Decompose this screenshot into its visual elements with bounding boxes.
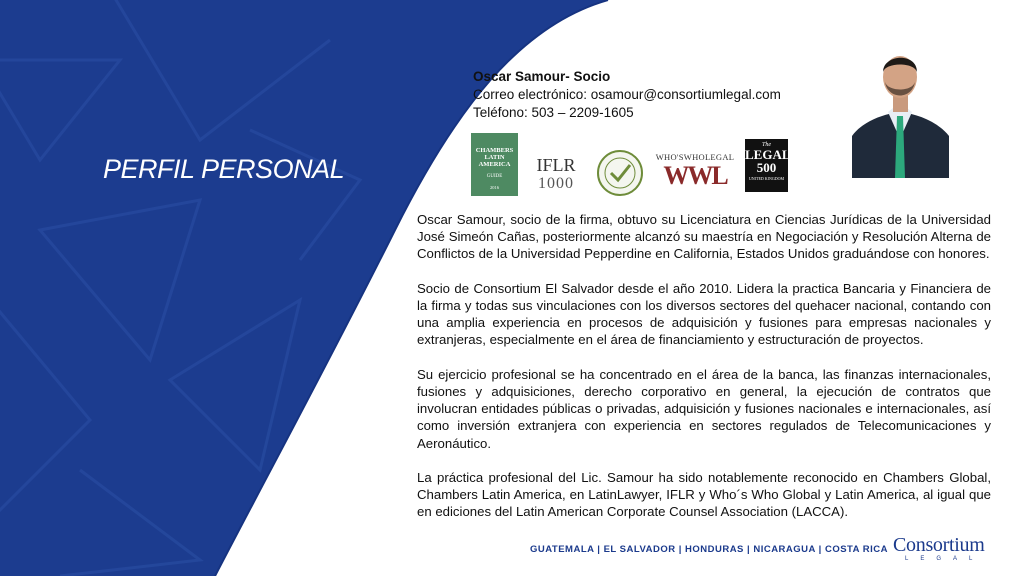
lacca-approved-logo (596, 149, 644, 197)
chambers-latin-america-logo: CHAMBERS LATIN AMERICA GUIDE 2016 (471, 133, 518, 196)
phone-line: Teléfono: 503 – 2209-1605 (473, 105, 634, 120)
profile-photo (852, 44, 949, 178)
bio-paragraph: La práctica profesional del Lic. Samour ha sido notablemente reconocido en Chambers Global, Chambers Latin America, en LatinLawyer, IFLR y Who´s Who Global y Latin America, al igual que en ediciones del Latin American Corporate Counsel Association (LACCA). (417, 470, 991, 520)
iflr-1000-logo: IFLR 1000 (536, 155, 576, 192)
bio-paragraph: Oscar Samour, socio de la firma, obtuvo su Licenciatura en Ciencias Jurídicas de la Universidad José Simeón Cañas, posteriormente alcanzó su maestría en Negociación y Resolución Alterna de Conflictos de la Universidad Pepperdine en California, Estados Unidos graduándose con honores. (417, 212, 991, 262)
page-title: PERFIL PERSONAL (103, 154, 345, 184)
bio-paragraph: Su ejercicio profesional se ha concentrado en el área de la banca, las finanzas internacionales, fusiones y adquisiciones, derecho corporativo en general, la ejecución de contratos que involucran entidades públicas o privadas, adquisición y fusiones nacionales e internacionales, así como inversión extranjera con experiencia en sectores regulados de Telecomunicaciones y Aeronáutico. (417, 366, 991, 451)
whos-who-legal-logo: WHO'SWHOLEGAL WWL (655, 152, 735, 190)
person-name: Oscar Samour- Socio (473, 69, 611, 84)
email-line: Correo electrónico: osamour@consortiumlegal.com (473, 87, 781, 102)
legal-500-logo: The LEGAL 500 UNITED KINGDOM (745, 139, 788, 192)
consortium-legal-logo: Consortium LEGAL (893, 534, 985, 562)
contact-block (473, 68, 781, 122)
biography-text (417, 211, 991, 538)
bio-paragraph: Socio de Consortium El Salvador desde el año 2010. Lidera la practica Bancaria y Financiera de la firma y todas sus vinculaciones con los diversos sectores del quehacer nacional, contando con una amplia experiencia en procesos de adquisición y fusiones para empresas nacionales y extranjeras, especialmente en el área de financiamiento y estructuración de proyectos. (417, 280, 991, 348)
footer-countries: GUATEMALA | EL SALVADOR | HONDURAS | NICARAGUA | COSTA RICA (530, 544, 889, 555)
